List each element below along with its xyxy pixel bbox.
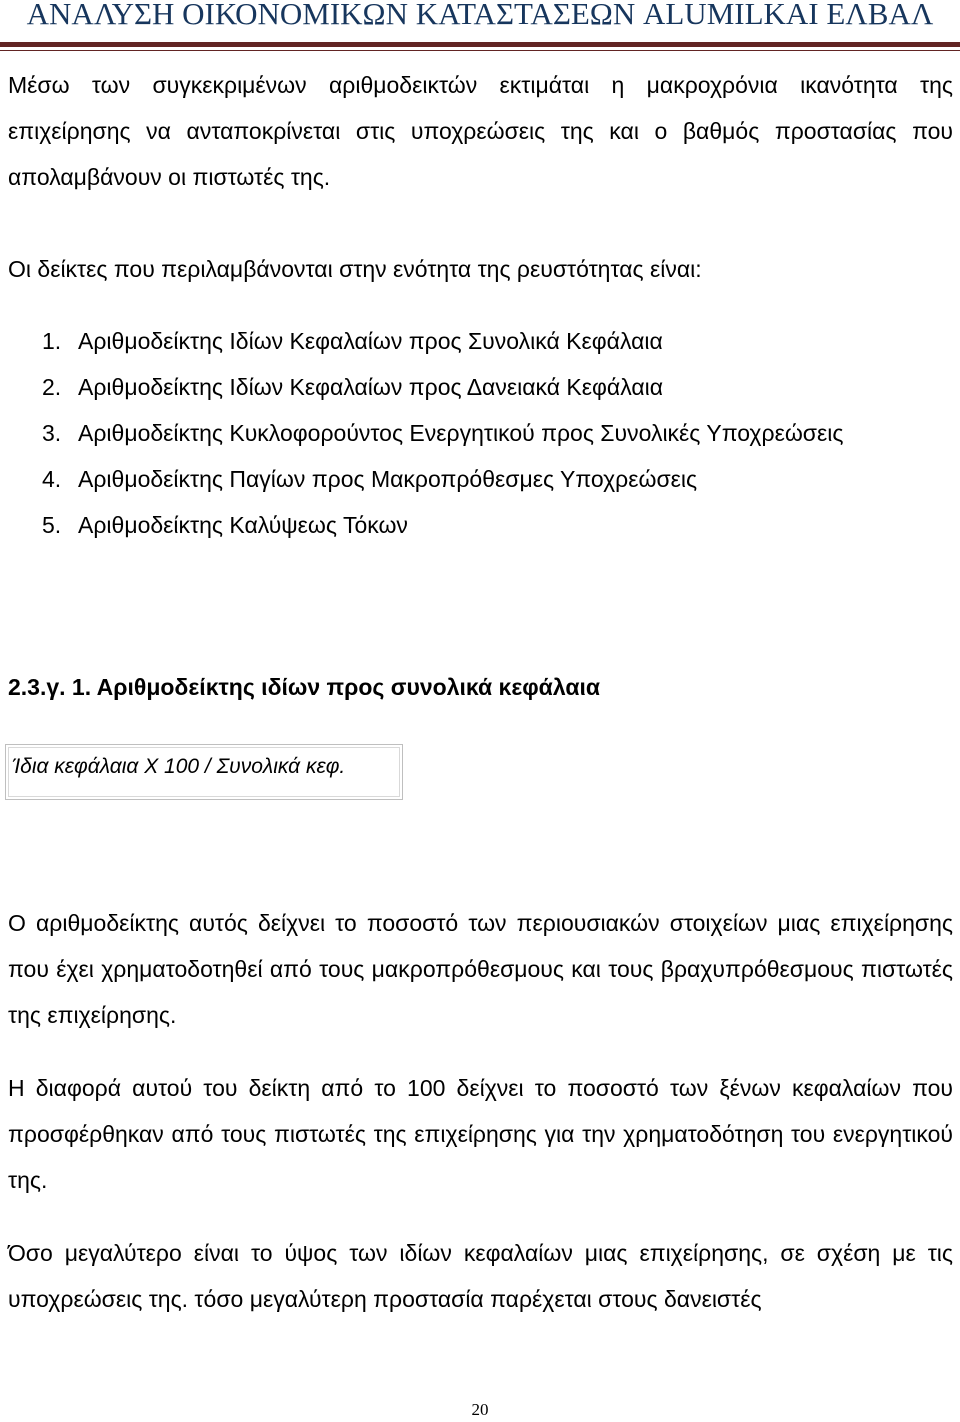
list-item (42, 364, 954, 410)
indicator-list (42, 318, 954, 548)
list-item-number: 1. (42, 328, 62, 354)
list-item-text: Αριθμοδείκτης Κυκλοφορούντος Ενεργητικού προς Συνολικές Υποχρεώσεις (78, 420, 844, 446)
list-item-number: 3. (42, 420, 62, 446)
page-header-title: ΑΝΑΛΥΣΗ ΟΙΚΟΝΟΜΙΚΩΝ ΚΑΤΑΣΤΑΣΕΩΝ ALUMILKAI ΕΛΒΑΛ (26, 0, 934, 31)
header-rule-thin (0, 50, 960, 51)
section-heading: 2.3.γ. 1. Αριθμοδείκτης ιδίων προς συνολικά κεφάλαια (8, 674, 601, 700)
list-item (42, 502, 954, 548)
list-intro-text: Οι δείκτες που περιλαμβάνονται στην ενότητα της ρευστότητας είναι: (8, 256, 702, 282)
intro-paragraph: Μέσω των συγκεκριμένων αριθμοδεικτών εκτιμάται η μακροχρόνια ικανότητα της επιχείρησης να ανταποκρίνεται στις υποχρεώσεις της και ο βαθμός προστασίας που απολαμβάνουν οι πιστωτές της. (8, 72, 953, 190)
list-item-number: 4. (42, 466, 62, 492)
list-item-number: 2. (42, 374, 62, 400)
formula-box (5, 744, 403, 800)
list-item (42, 410, 954, 456)
formula-text: Ίδια κεφάλαια Χ 100 / Συνολικά κεφ. (12, 755, 346, 778)
explanation-paragraph-2: Η διαφορά αυτού του δείκτη από το 100 δείχνει το ποσοστό των ξένων κεφαλαίων που προσφέρθηκαν από τους πιστωτές της επιχείρησης για την χρηματοδότηση του ενεργητικού της. (8, 1075, 953, 1193)
explanation-paragraph-3: Όσο μεγαλύτερο είναι το ύψος των ιδίων κεφαλαίων μιας επιχείρησης, σε σχέση με τις υποχρεώσεις της. τόσο μεγαλύτερη προστασία παρέχεται στους δανειστές (8, 1240, 953, 1312)
header-rule-thick (0, 42, 960, 47)
list-item (42, 456, 954, 502)
list-item-text: Αριθμοδείκτης Καλύψεως Τόκων (78, 512, 408, 538)
list-item-text: Αριθμοδείκτης Παγίων προς Μακροπρόθεσμες Υποχρεώσεις (78, 466, 698, 492)
list-item-text: Αριθμοδείκτης Ιδίων Κεφαλαίων προς Συνολικά Κεφάλαια (78, 328, 663, 354)
list-item-number: 5. (42, 512, 62, 538)
explanation-paragraph-1: Ο αριθμοδείκτης αυτός δείχνει το ποσοστό των περιουσιακών στοιχείων μιας επιχείρησης που έχει χρηματοδοτηθεί από τους μακροπρόθεσμους και τους βραχυπρόθεσμους πιστωτές της επιχείρησης. (8, 910, 953, 1028)
page-number: 20 (471, 1400, 489, 1419)
list-item-text: Αριθμοδείκτης Ιδίων Κεφαλαίων προς Δανειακά Κεφάλαια (78, 374, 664, 400)
list-item (42, 318, 954, 364)
